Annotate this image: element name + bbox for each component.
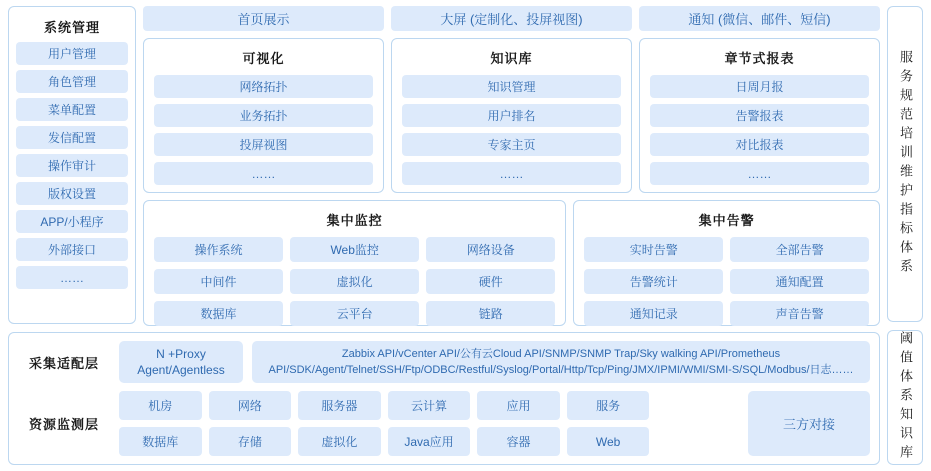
panel-visualization-title: 可视化 xyxy=(242,51,285,66)
main-column xyxy=(143,6,880,324)
bottom-section xyxy=(8,332,880,465)
right-rail-threshold-knowledge xyxy=(887,330,923,465)
item-notification-config[interactable]: 通知配置 xyxy=(730,269,869,294)
panel-knowledge-base-items xyxy=(402,75,621,185)
collection-adaptation-row xyxy=(18,341,870,383)
item-business-topology[interactable]: 业务拓扑 xyxy=(154,104,373,127)
sidebar-item-user-management[interactable]: 用户管理 xyxy=(16,42,128,65)
third-party-integration-box[interactable]: 三方对接 xyxy=(748,391,870,456)
sidebar-item-more[interactable]: …… xyxy=(16,266,128,289)
right-rail-bottom-text: 阈值体系知识库 xyxy=(898,331,913,464)
item-expert-homepage[interactable]: 专家主页 xyxy=(402,133,621,156)
resource-item-java-application[interactable]: Java应用 xyxy=(388,427,471,456)
resource-item-cloud-computing[interactable]: 云计算 xyxy=(388,391,471,420)
resource-monitoring-row xyxy=(18,391,870,456)
item-sound-alarm[interactable]: 声音告警 xyxy=(730,301,869,326)
item-link[interactable]: 链路 xyxy=(426,301,555,326)
api-protocol-box[interactable]: Zabbix API/vCenter API/公有云Cloud API/SNMP/SNMP Trap/Sky walking API/Prometheus API/SDK/Agent/Telnet/SSH/Ftp/ODBC/Restful/Syslog/Portal/Http/Tcp/Ping/JMX/IPMI/WMI/SMI-S/SQL/Modbus/日志…… xyxy=(252,341,870,383)
item-network-device[interactable]: 网络设备 xyxy=(426,237,555,262)
sidebar-item-operation-audit[interactable]: 操作审计 xyxy=(16,154,128,177)
item-realtime-alarm[interactable]: 实时告警 xyxy=(584,237,723,262)
resource-content xyxy=(119,391,870,456)
resource-grid xyxy=(119,391,739,456)
top-feature-bar xyxy=(143,6,880,31)
collection-layer-label: 采集适配层 xyxy=(28,355,99,371)
topbar-item-bigscreen[interactable]: 大屏 (定制化、投屏视图) xyxy=(391,6,632,31)
panel-knowledge-base xyxy=(391,38,632,193)
resource-item-application[interactable]: 应用 xyxy=(477,391,560,420)
sidebar-item-mail-config[interactable]: 发信配置 xyxy=(16,126,128,149)
resource-item-virtualization[interactable]: 虚拟化 xyxy=(298,427,381,456)
item-knowledge-more[interactable]: …… xyxy=(402,162,621,185)
item-database[interactable]: 数据库 xyxy=(154,301,283,326)
sidebar-item-app-miniprogram[interactable]: APP/小程序 xyxy=(16,210,128,233)
item-all-alarm[interactable]: 全部告警 xyxy=(730,237,869,262)
panel-central-monitoring xyxy=(143,200,566,326)
panel-chapter-reports-items xyxy=(650,75,869,185)
feature-panels-row xyxy=(143,38,880,193)
resource-item-web[interactable]: Web xyxy=(567,427,650,456)
item-operating-system[interactable]: 操作系统 xyxy=(154,237,283,262)
panel-knowledge-base-title: 知识库 xyxy=(490,51,533,66)
resource-item-network[interactable]: 网络 xyxy=(209,391,292,420)
item-middleware[interactable]: 中间件 xyxy=(154,269,283,294)
sidebar-item-menu-config[interactable]: 菜单配置 xyxy=(16,98,128,121)
diagram-left-column xyxy=(8,6,880,465)
item-report-more[interactable]: …… xyxy=(650,162,869,185)
sidebar-item-list xyxy=(16,42,128,317)
sidebar-item-external-interface[interactable]: 外部接口 xyxy=(16,238,128,261)
agent-box[interactable]: N +Proxy Agent/Agentless xyxy=(119,341,243,383)
panel-visualization-items xyxy=(154,75,373,185)
topbar-item-notification[interactable]: 通知 (微信、邮件、短信) xyxy=(639,6,880,31)
resource-item-server[interactable]: 服务器 xyxy=(298,391,381,420)
item-alarm-report[interactable]: 告警报表 xyxy=(650,104,869,127)
panel-visualization xyxy=(143,38,384,193)
right-rail-top-text: 服务规范培训维护指标体系 xyxy=(898,50,913,278)
monitor-alert-row xyxy=(143,200,880,326)
item-cloud-platform[interactable]: 云平台 xyxy=(290,301,419,326)
item-network-topology[interactable]: 网络拓扑 xyxy=(154,75,373,98)
panel-chapter-reports-title: 章节式报表 xyxy=(724,51,795,66)
sidebar-item-role-management[interactable]: 角色管理 xyxy=(16,70,128,93)
item-alarm-statistics[interactable]: 告警统计 xyxy=(584,269,723,294)
top-section xyxy=(8,6,880,324)
panel-central-alerting-title: 集中告警 xyxy=(698,213,755,228)
sidebar-item-copyright-settings[interactable]: 版权设置 xyxy=(16,182,128,205)
item-web-monitoring[interactable]: Web监控 xyxy=(290,237,419,262)
item-knowledge-management[interactable]: 知识管理 xyxy=(402,75,621,98)
item-virtualization[interactable]: 虚拟化 xyxy=(290,269,419,294)
panel-central-alerting xyxy=(573,200,880,326)
panel-central-alerting-items xyxy=(584,237,869,326)
resource-item-service[interactable]: 服务 xyxy=(567,391,650,420)
item-visualization-more[interactable]: …… xyxy=(154,162,373,185)
resource-item-container[interactable]: 容器 xyxy=(477,427,560,456)
item-hardware[interactable]: 硬件 xyxy=(426,269,555,294)
item-user-ranking[interactable]: 用户排名 xyxy=(402,104,621,127)
item-notification-record[interactable]: 通知记录 xyxy=(584,301,723,326)
item-comparison-report[interactable]: 对比报表 xyxy=(650,133,869,156)
panel-chapter-reports xyxy=(639,38,880,193)
resource-item-storage[interactable]: 存储 xyxy=(209,427,292,456)
resource-layer-label: 资源监测层 xyxy=(28,417,99,432)
right-rail xyxy=(887,6,923,465)
item-daily-weekly-monthly-report[interactable]: 日周月报 xyxy=(650,75,869,98)
right-rail-service-standard xyxy=(887,6,923,322)
topbar-item-homepage[interactable]: 首页展示 xyxy=(143,6,384,31)
resource-item-datacenter[interactable]: 机房 xyxy=(119,391,202,420)
resource-item-database[interactable]: 数据库 xyxy=(119,427,202,456)
item-screen-view[interactable]: 投屏视图 xyxy=(154,133,373,156)
panel-central-monitoring-title: 集中监控 xyxy=(326,213,383,228)
panel-central-monitoring-items xyxy=(154,237,555,326)
sidebar-system-management xyxy=(8,6,136,324)
sidebar-title: 系统管理 xyxy=(43,20,100,35)
